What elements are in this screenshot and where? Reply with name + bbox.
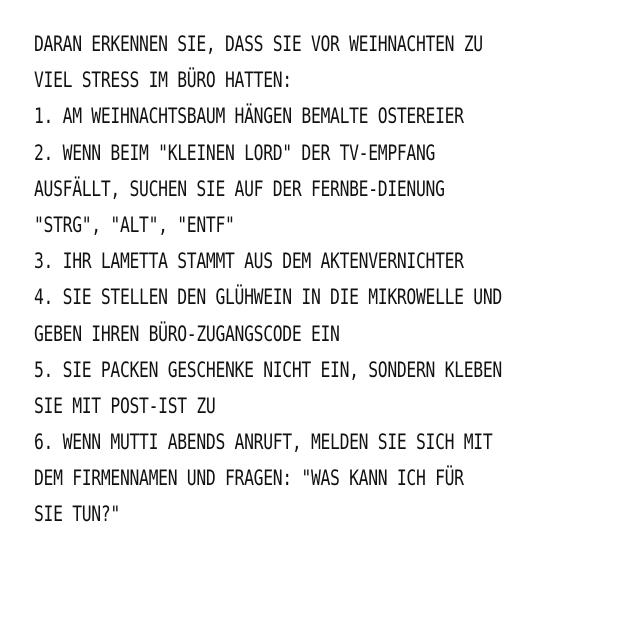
note-line-item-6b: DEM FIRMENNAMEN UND FRAGEN: "WAS KANN ICH FÜR (34, 466, 464, 491)
note-line-item-1: 1. AM WEIHNACHTSBAUM HÄNGEN BEMALTE OSTEREIER (34, 104, 464, 129)
note-line-item-4a: 4. SIE STELLEN DEN GLÜHWEIN IN DIE MIKROWELLE UND (34, 285, 502, 310)
note-line-item-2c: "STRG", "ALT", "ENTF" (34, 212, 235, 237)
handwritten-note (34, 26, 502, 533)
note-line-item-5b: SIE MIT POST-IST ZU (34, 393, 216, 418)
note-line-item-6c: SIE TUN?" (34, 502, 120, 527)
note-line-intro-1: DARAN ERKENNEN SIE, DASS SIE VOR WEIHNACHTEN ZU (34, 32, 483, 56)
note-line-item-2a: 2. WENN BEIM "KLEINEN LORD" DER TV-EMPFANG (34, 140, 436, 165)
note-line-item-3: 3. IHR LAMETTA STAMMT AUS DEM AKTENVERNICHTER (34, 249, 464, 274)
note-line-item-4b: GEBEN IHREN BÜRO-ZUGANGSCODE EIN (34, 321, 340, 346)
note-line-item-2b: AUSFÄLLT, SUCHEN SIE AUF DER FERNBE-DIENUNG (34, 176, 445, 201)
note-line-intro-2: VIEL STRESS IM BÜRO HATTEN: (34, 68, 292, 93)
note-line-item-5a: 5. SIE PACKEN GESCHENKE NICHT EIN, SONDERN KLEBEN (34, 357, 502, 382)
note-line-item-6a: 6. WENN MUTTI ABENDS ANRUFT, MELDEN SIE SICH MIT (34, 430, 493, 455)
